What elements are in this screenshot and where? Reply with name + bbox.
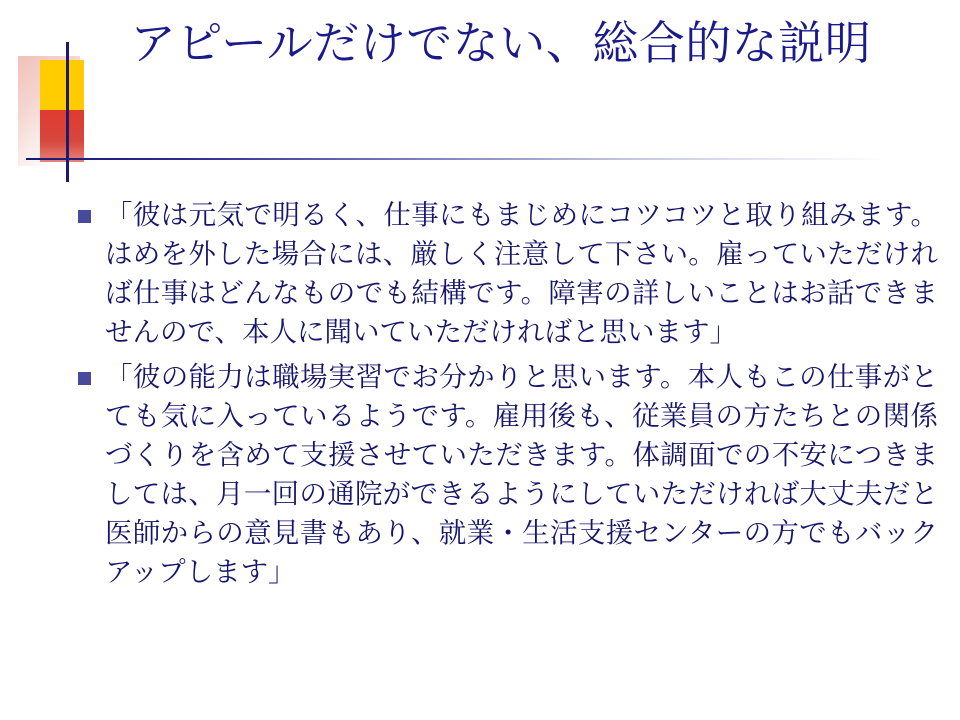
slide-body	[78, 196, 938, 598]
red-block-decoration	[40, 110, 84, 162]
slide-title: アピールだけでない、総合的な説明	[130, 16, 872, 70]
square-bullet-icon	[78, 372, 91, 385]
list-item-text: 「彼は元気で明るく、仕事にもまじめにコツコツと取り組みます。はめを外した場合には、厳しく注意して下さい。雇っていただければ仕事はどんなものでも結構です。障害の詳しいことはお話できませんので、本人に聞いていただければと思います」	[105, 199, 938, 349]
list-item-text: 「彼の能力は職場実習でお分かりと思います。本人もこの仕事がとても気に入っているようです。雇用後も、従業員の方たちとの関係づくりを含めて支援させていただきます。体調面での不安につきましては、月一回の通院ができるようにしていただければ大丈夫だと医師からの意見書もあり、就業・生活支援センターの方でもバックアップします」	[105, 361, 938, 589]
square-bullet-icon	[78, 210, 91, 223]
horizontal-rule-decoration	[26, 158, 886, 160]
yellow-block-decoration	[40, 60, 84, 110]
vertical-rule-decoration	[66, 42, 69, 182]
list-item	[78, 196, 938, 352]
list-item	[78, 358, 938, 592]
